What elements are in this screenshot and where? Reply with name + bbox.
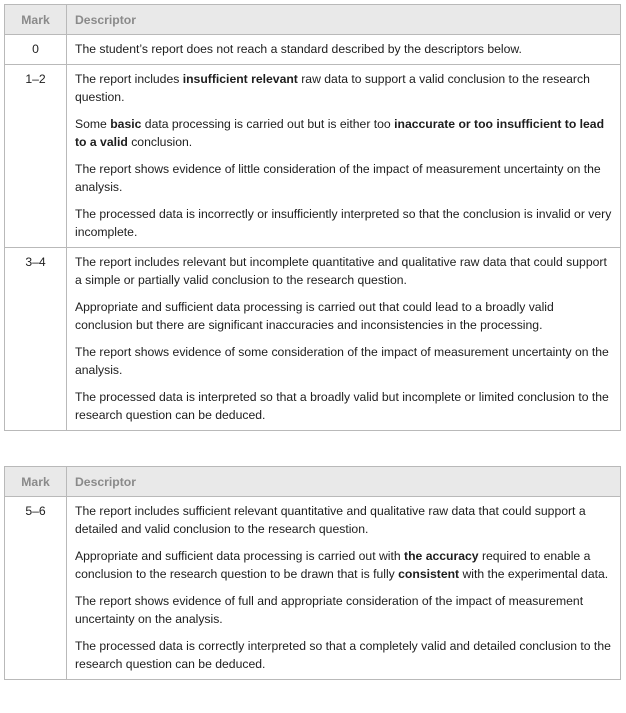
descriptor-paragraph — [75, 70, 612, 106]
descriptor-text: Appropriate and sufficient data processing is carried out that could lead to a broadly valid conclusion but there are significant inaccuracies and inconsistencies in the processing. — [75, 300, 554, 332]
mark-header: Mark — [5, 467, 67, 497]
descriptor-text: conclusion. — [127, 135, 193, 149]
descriptor-text: The report includes relevant but incomplete quantitative and qualitative raw data that could support a simple or partially valid conclusion to the research question. — [75, 255, 607, 287]
table-row — [5, 35, 621, 65]
descriptor-text: with the experimental data. — [459, 567, 609, 581]
descriptor-text: The report includes — [75, 72, 183, 86]
descriptor-text: The report shows evidence of some consideration of the impact of measurement uncertainty on the analysis. — [75, 345, 609, 377]
table-row — [5, 65, 621, 248]
descriptor-header: Descriptor — [67, 467, 621, 497]
rubric-table-1 — [4, 4, 621, 431]
descriptor-emphasis: insufficient relevant — [182, 72, 298, 86]
descriptor-text: The processed data is correctly interpreted so that a completely valid and detailed conclusion to the research question can be deduced. — [75, 639, 611, 671]
descriptor-text: The student’s report does not reach a standard described by the descriptors below. — [75, 42, 522, 56]
descriptor-paragraph — [75, 40, 612, 58]
descriptor-paragraph — [75, 388, 612, 424]
descriptor-paragraph — [75, 298, 612, 334]
descriptor-cell — [67, 248, 621, 431]
rubric-table-2 — [4, 466, 621, 680]
mark-cell: 1–2 — [5, 65, 67, 248]
descriptor-cell — [67, 35, 621, 65]
descriptor-text: The report includes sufficient relevant quantitative and qualitative raw data that could support a detailed and valid conclusion to the research question. — [75, 504, 586, 536]
descriptor-paragraph — [75, 343, 612, 379]
header-row — [5, 5, 621, 35]
descriptor-cell — [67, 65, 621, 248]
descriptor-paragraph — [75, 502, 612, 538]
mark-cell: 3–4 — [5, 248, 67, 431]
descriptor-text: Appropriate and sufficient data processing is carried out with — [75, 549, 405, 563]
descriptor-header: Descriptor — [67, 5, 621, 35]
descriptor-paragraph — [75, 253, 612, 289]
descriptor-text: The processed data is interpreted so that a broadly valid but incomplete or limited conclusion to the research question can be deduced. — [75, 390, 609, 422]
mark-cell: 5–6 — [5, 497, 67, 680]
table-row — [5, 248, 621, 431]
descriptor-emphasis: inaccurate or too insufficient to lead to a valid — [75, 117, 605, 149]
descriptor-emphasis: basic — [110, 117, 142, 131]
descriptor-emphasis: the accuracy — [404, 549, 479, 563]
descriptor-paragraph — [75, 205, 612, 241]
descriptor-text: The report shows evidence of little consideration of the impact of measurement uncertainty on the analysis. — [75, 162, 601, 194]
descriptor-paragraph — [75, 160, 612, 196]
descriptor-text: data processing is carried out but is either too — [141, 117, 395, 131]
descriptor-cell — [67, 497, 621, 680]
mark-cell: 0 — [5, 35, 67, 65]
descriptor-emphasis: consistent — [398, 567, 460, 581]
mark-header: Mark — [5, 5, 67, 35]
descriptor-text: required to enable a conclusion to the research question to be drawn that is fully — [75, 549, 591, 581]
descriptor-text: Some — [75, 117, 111, 131]
descriptor-text: raw data to support a valid conclusion to the research question. — [75, 72, 590, 104]
descriptor-paragraph — [75, 592, 612, 628]
descriptor-paragraph — [75, 115, 612, 151]
descriptor-text: The processed data is incorrectly or insufficiently interpreted so that the conclusion is invalid or very incomplete. — [75, 207, 612, 239]
header-row — [5, 467, 621, 497]
descriptor-text: The report shows evidence of full and appropriate consideration of the impact of measurement uncertainty on the analysis. — [75, 594, 584, 626]
table-row — [5, 497, 621, 680]
descriptor-paragraph — [75, 637, 612, 673]
descriptor-paragraph — [75, 547, 612, 583]
